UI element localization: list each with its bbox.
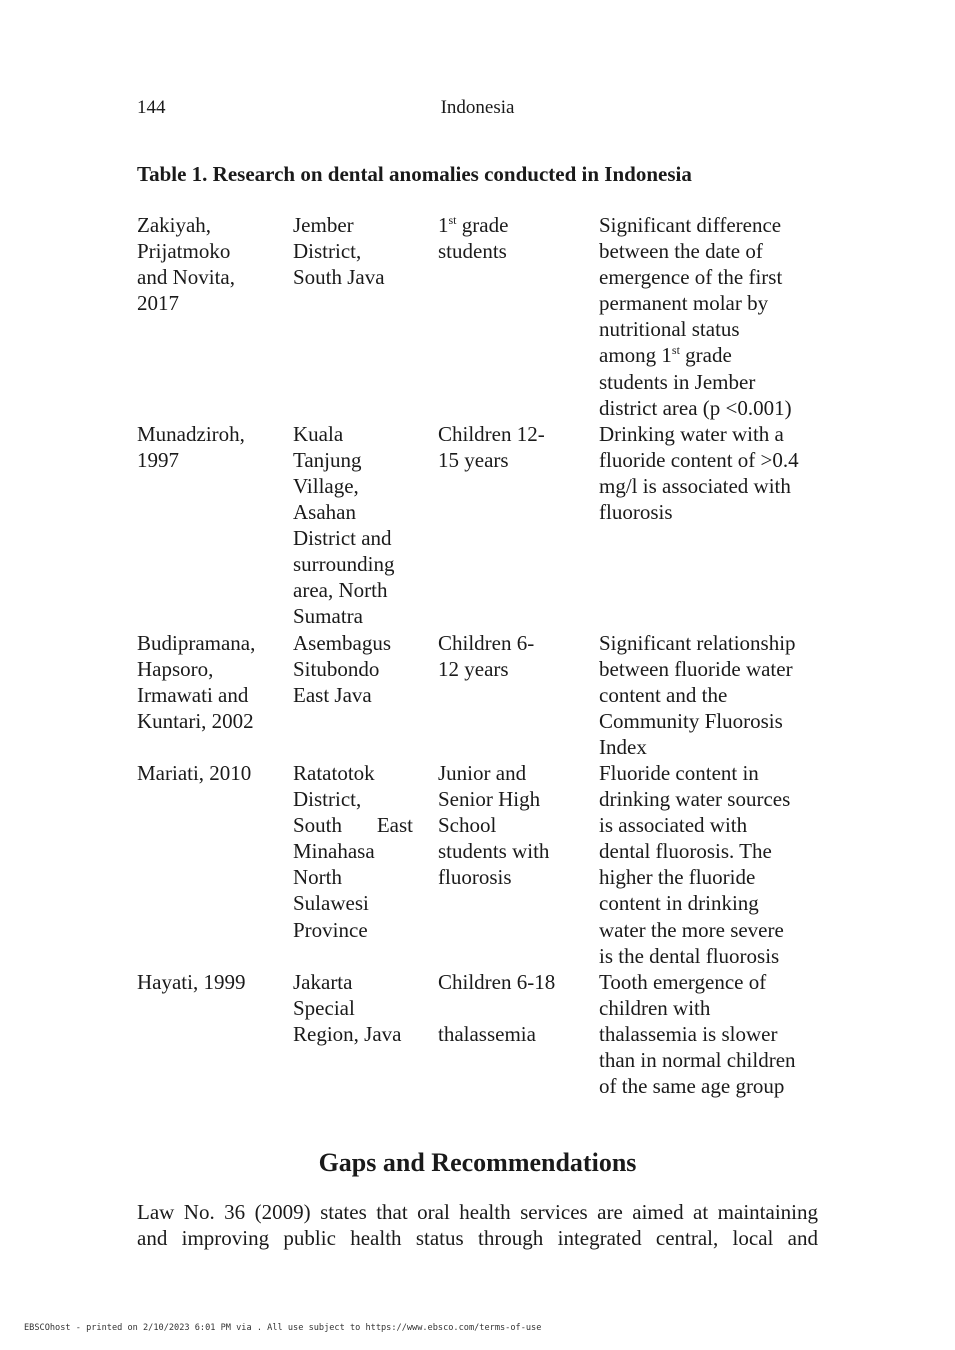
population-cell: Children 12- 15 years	[438, 421, 545, 472]
table-row	[137, 421, 827, 630]
table-row	[137, 630, 827, 760]
finding-cell: Drinking water with a fluoride content of >0.4 mg/l is associated with fluorosis	[599, 421, 799, 525]
population-cell: Junior and Senior High School students with fluorosis	[438, 760, 550, 890]
finding-cell: Fluoride content in drinking water sources is associated with dental fluorosis. The higher the fluoride content in drinking water the more severe is the dental fluorosis	[599, 760, 791, 968]
ordinal-suffix: st	[448, 213, 457, 227]
location-cell	[293, 760, 438, 969]
paragraph-line: Law No. 36 (2009) states that oral health services are aimed at maintaining	[137, 1200, 818, 1224]
author-cell: Munadziroh, 1997	[137, 421, 245, 472]
author-cell: Budipramana, Hapsoro, Irmawati and Kuntari, 2002	[137, 630, 256, 733]
population-text: grade students	[438, 213, 509, 264]
location-line: Minahasa North Sulawesi Province	[293, 839, 375, 942]
table-row	[137, 969, 827, 1099]
author-cell: Mariati, 2010	[137, 760, 252, 785]
finding-text: Significant difference between the date of emergence of the first permanent molar by nutritional status among 1	[599, 213, 783, 368]
print-footer: EBSCOhost - printed on 2/10/2023 6:01 PM via . All use subject to https://www.ebsco.com/terms-of-use	[24, 1323, 542, 1333]
location-line: District,	[293, 787, 362, 812]
ordinal-suffix: st	[671, 343, 680, 358]
finding-text: grade students in Jember district area (p <0.001)	[599, 343, 792, 420]
finding-cell	[599, 212, 827, 421]
page-number: 144	[137, 97, 166, 118]
running-head: Indonesia	[440, 97, 515, 118]
paragraph-line: and improving public health status through integrated central, local and	[137, 1226, 818, 1251]
body-paragraph	[137, 1199, 818, 1251]
location-cell: Jakarta Special Region, Java	[293, 969, 402, 1046]
location-line: South East	[293, 813, 413, 838]
research-table	[137, 212, 827, 1099]
table-caption: Table 1. Research on dental anomalies conducted in Indonesia	[137, 162, 692, 186]
population-cell	[438, 212, 599, 421]
population-cell: Children 6-18 thalassemia	[438, 969, 556, 1046]
author-cell: Hayati, 1999	[137, 969, 246, 994]
table-row	[137, 760, 827, 969]
section-heading: Gaps and Recommendations	[318, 1148, 637, 1177]
location-cell: Kuala Tanjung Village, Asahan District and surrounding area, North Sumatra	[293, 421, 395, 629]
location-line: Ratatotok	[293, 760, 375, 785]
population-cell: Children 6- 12 years	[438, 630, 535, 681]
population-number: 1	[438, 213, 449, 237]
location-cell: Jember District, South Java	[293, 213, 385, 290]
page-header	[137, 97, 818, 123]
table-row	[137, 212, 827, 421]
location-cell: Asembagus Situbondo East Java	[293, 630, 391, 707]
author-cell: Zakiyah, Prijatmoko and Novita, 2017	[137, 213, 235, 316]
finding-cell: Significant relationship between fluoride water content and the Community Fluorosis Index	[599, 630, 796, 759]
finding-cell: Tooth emergence of children with thalassemia is slower than in normal children of the same age group	[599, 969, 796, 1099]
